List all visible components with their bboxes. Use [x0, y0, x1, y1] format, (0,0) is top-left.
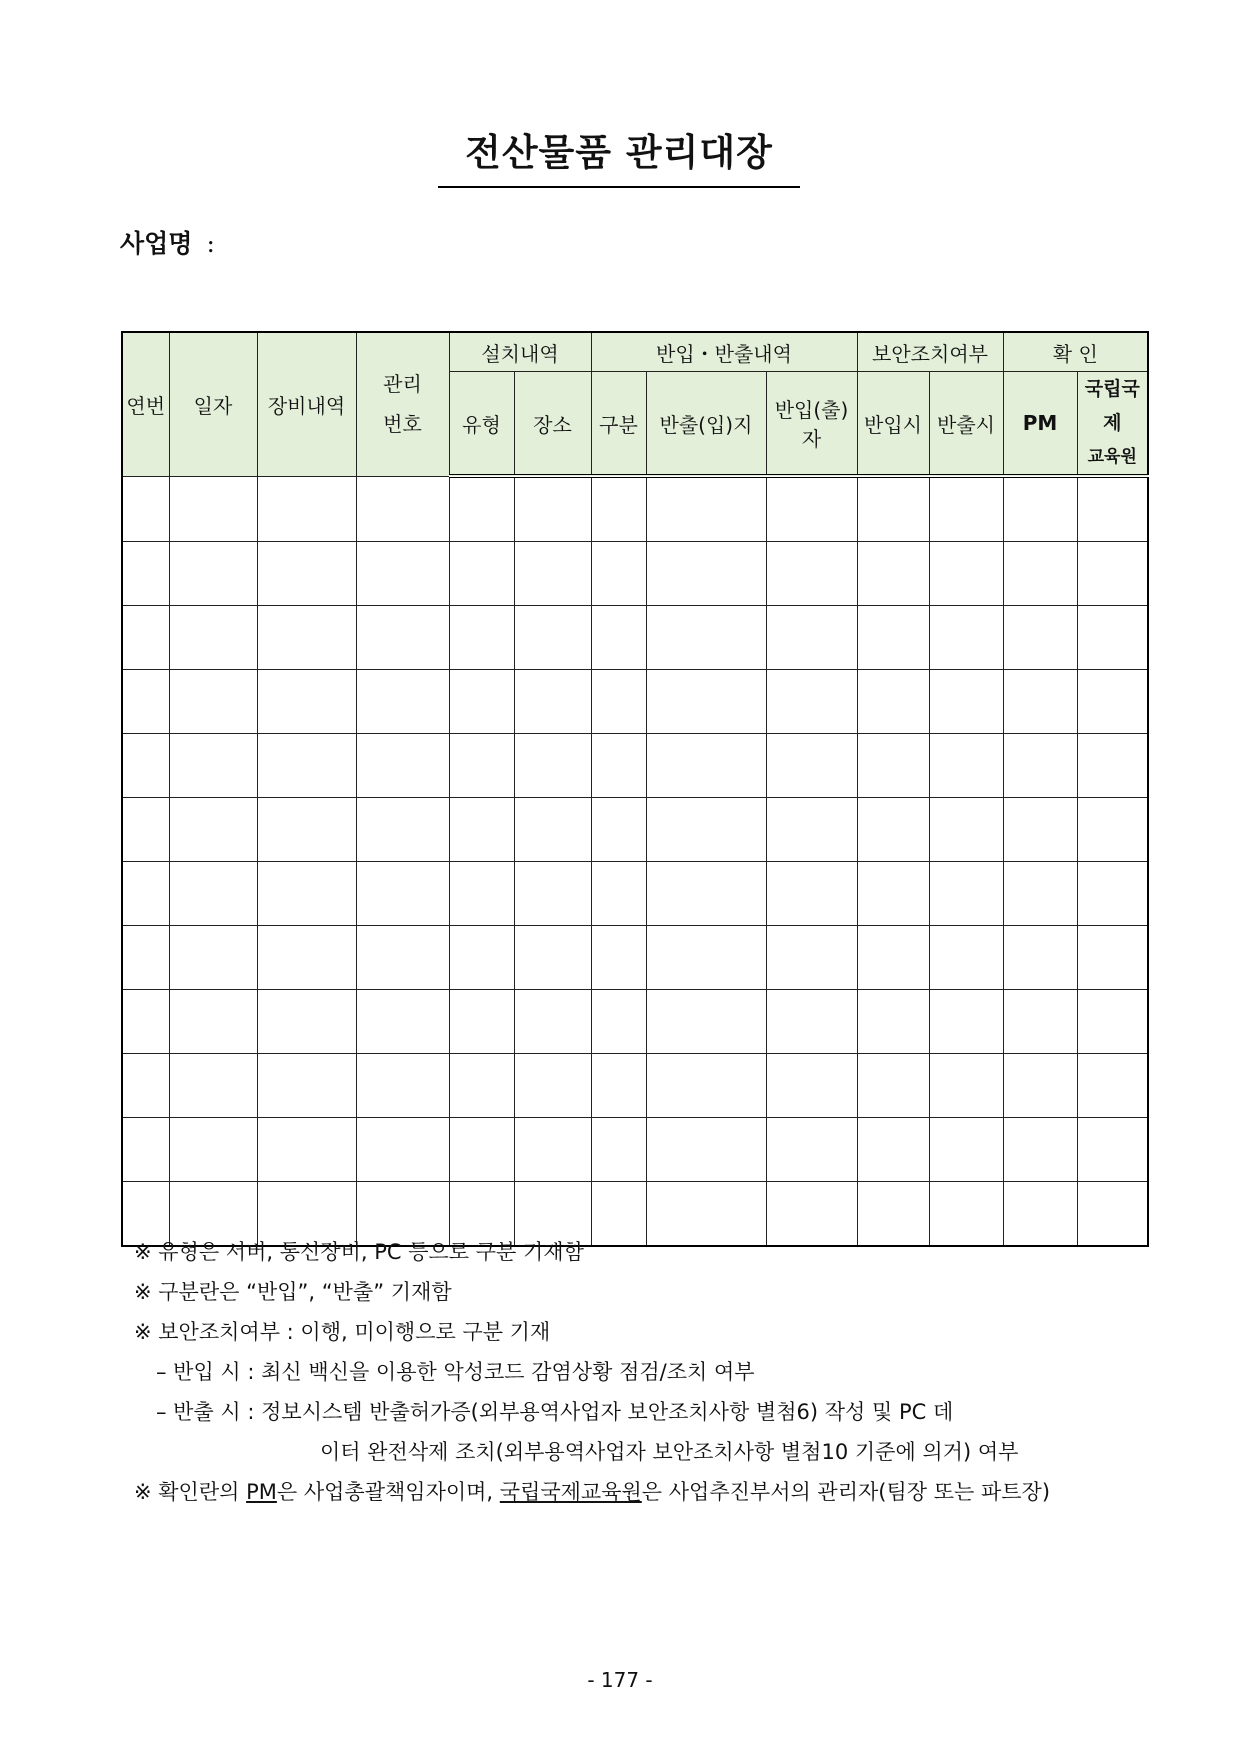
- table-cell[interactable]: [857, 606, 929, 670]
- table-cell[interactable]: [591, 734, 646, 798]
- table-cell[interactable]: [356, 798, 449, 862]
- table-row: [122, 1118, 1148, 1182]
- table-cell[interactable]: [646, 542, 766, 606]
- table-cell[interactable]: [356, 542, 449, 606]
- table-row: [122, 798, 1148, 862]
- table-cell[interactable]: [766, 1054, 857, 1118]
- table-cell[interactable]: [929, 476, 1003, 542]
- header-security-in: 반입시: [857, 372, 929, 477]
- table-cell[interactable]: [1003, 1054, 1077, 1118]
- table-cell[interactable]: [356, 862, 449, 926]
- equipment-register-table: [121, 331, 1149, 1247]
- table-cell[interactable]: [449, 798, 514, 862]
- table-cell[interactable]: [514, 862, 591, 926]
- table-cell[interactable]: [122, 1054, 169, 1118]
- note-confirm-b: 은 사업총괄책임자이며,: [276, 1480, 500, 1504]
- table-cell[interactable]: [929, 670, 1003, 734]
- table-cell[interactable]: [766, 476, 857, 542]
- table-cell[interactable]: [356, 926, 449, 990]
- table-cell[interactable]: [169, 670, 257, 734]
- table-cell[interactable]: [122, 798, 169, 862]
- table-cell[interactable]: [449, 542, 514, 606]
- table-cell[interactable]: [591, 670, 646, 734]
- table-cell[interactable]: [929, 1054, 1003, 1118]
- table-cell[interactable]: [449, 1118, 514, 1182]
- table-cell[interactable]: [257, 542, 356, 606]
- table-cell[interactable]: [1003, 476, 1077, 542]
- table-cell[interactable]: [1077, 926, 1148, 990]
- table-cell[interactable]: [169, 606, 257, 670]
- table-cell[interactable]: [449, 1054, 514, 1118]
- table-cell[interactable]: [122, 542, 169, 606]
- header-confirm-group: 확 인: [1003, 332, 1148, 372]
- table-cell[interactable]: [514, 734, 591, 798]
- table-cell[interactable]: [257, 1118, 356, 1182]
- table-cell[interactable]: [1003, 990, 1077, 1054]
- table-cell[interactable]: [591, 798, 646, 862]
- header-mgmt-no: [356, 332, 449, 476]
- header-mgmt-no-line1: 관리: [383, 372, 422, 397]
- table-cell[interactable]: [356, 606, 449, 670]
- table-cell[interactable]: [514, 542, 591, 606]
- table-cell[interactable]: [356, 1118, 449, 1182]
- page-number: - 177 -: [587, 1668, 653, 1692]
- header-security-group: 보안조치여부: [857, 332, 1003, 372]
- table-cell[interactable]: [857, 862, 929, 926]
- table-cell[interactable]: [591, 1118, 646, 1182]
- table-cell[interactable]: [1077, 1182, 1148, 1247]
- table-cell[interactable]: [591, 606, 646, 670]
- table-cell[interactable]: [766, 798, 857, 862]
- table-cell[interactable]: [1077, 1054, 1148, 1118]
- table-cell[interactable]: [766, 990, 857, 1054]
- table-cell[interactable]: [766, 734, 857, 798]
- page-title: 전산물품 관리대장: [438, 122, 800, 188]
- table-cell[interactable]: [929, 542, 1003, 606]
- table-cell[interactable]: [857, 542, 929, 606]
- table-cell[interactable]: [122, 862, 169, 926]
- table-cell[interactable]: [122, 476, 169, 542]
- table-cell[interactable]: [646, 798, 766, 862]
- header-confirm-pm: PM: [1003, 372, 1077, 477]
- table-cell[interactable]: [1077, 670, 1148, 734]
- table-cell[interactable]: [257, 734, 356, 798]
- table-cell[interactable]: [591, 990, 646, 1054]
- table-cell[interactable]: [449, 476, 514, 542]
- table-cell[interactable]: [857, 926, 929, 990]
- table-cell[interactable]: [929, 734, 1003, 798]
- header-io-group: 반입・반출내역: [591, 332, 857, 372]
- table-cell[interactable]: [1003, 542, 1077, 606]
- table-cell[interactable]: [766, 1118, 857, 1182]
- table-cell[interactable]: [514, 606, 591, 670]
- table-cell[interactable]: [356, 990, 449, 1054]
- table-cell[interactable]: [449, 670, 514, 734]
- project-name-field: [120, 224, 215, 260]
- table-cell[interactable]: [169, 798, 257, 862]
- table-cell[interactable]: [1003, 798, 1077, 862]
- table-cell[interactable]: [591, 542, 646, 606]
- header-confirm-niied-line2: 교육원: [1087, 447, 1137, 467]
- project-label: 사업명: [120, 229, 193, 258]
- table-cell[interactable]: [514, 798, 591, 862]
- note-confirm-c: 은 사업추진부서의 관리자(팀장 또는 파트장): [641, 1480, 1051, 1504]
- table-cell[interactable]: [257, 670, 356, 734]
- table-cell[interactable]: [1003, 606, 1077, 670]
- header-io-person: 반입(출)자: [766, 372, 857, 477]
- table-cell[interactable]: [122, 734, 169, 798]
- table-cell[interactable]: [646, 1118, 766, 1182]
- table-cell[interactable]: [122, 1118, 169, 1182]
- note-security: ※ 보안조치여부 : 이행, 미이행으로 구분 기재: [134, 1320, 551, 1344]
- table-cell[interactable]: [646, 926, 766, 990]
- table-cell[interactable]: [514, 476, 591, 542]
- table-cell[interactable]: [646, 1054, 766, 1118]
- table-cell[interactable]: [857, 1054, 929, 1118]
- table-cell[interactable]: [766, 926, 857, 990]
- table-cell[interactable]: [514, 1054, 591, 1118]
- table-cell[interactable]: [1003, 862, 1077, 926]
- table-cell[interactable]: [857, 798, 929, 862]
- note-security-out-cont: 이터 완전삭제 조치(외부용역사업자 보안조치사항 별첨10 기준에 의거) 여부: [320, 1440, 1019, 1464]
- table-cell[interactable]: [646, 990, 766, 1054]
- table-cell[interactable]: [929, 798, 1003, 862]
- table-cell[interactable]: [356, 670, 449, 734]
- table-cell[interactable]: [929, 862, 1003, 926]
- table-cell[interactable]: [591, 476, 646, 542]
- note-confirm-a: ※ 확인란의: [134, 1480, 247, 1504]
- table-cell[interactable]: [646, 862, 766, 926]
- table-cell[interactable]: [169, 542, 257, 606]
- notes: [134, 1232, 1050, 1512]
- header-install-place: 장소: [514, 372, 591, 477]
- table-cell[interactable]: [929, 990, 1003, 1054]
- table-cell[interactable]: [1003, 1118, 1077, 1182]
- table-cell[interactable]: [514, 670, 591, 734]
- header-equipment: 장비내역: [257, 332, 356, 476]
- table-cell[interactable]: [356, 476, 449, 542]
- note-security-out: – 반출 시 : 정보시스템 반출허가증(외부용역사업자 보안조치사항 별첨6) 작성 및 PC 데: [156, 1400, 954, 1424]
- table-body: [122, 476, 1148, 1246]
- table-cell[interactable]: [122, 990, 169, 1054]
- table-cell[interactable]: [257, 990, 356, 1054]
- table-cell[interactable]: [169, 862, 257, 926]
- table-cell[interactable]: [929, 606, 1003, 670]
- table-cell[interactable]: [257, 926, 356, 990]
- table-cell[interactable]: [257, 1054, 356, 1118]
- header-install-type: 유형: [449, 372, 514, 477]
- table-cell[interactable]: [1077, 734, 1148, 798]
- table-cell[interactable]: [1077, 862, 1148, 926]
- table-cell[interactable]: [591, 862, 646, 926]
- table-cell[interactable]: [1077, 1118, 1148, 1182]
- table-row: [122, 926, 1148, 990]
- table-cell[interactable]: [766, 542, 857, 606]
- table-cell[interactable]: [169, 734, 257, 798]
- project-colon: :: [206, 229, 215, 258]
- table-cell[interactable]: [1077, 476, 1148, 542]
- table-row: [122, 1054, 1148, 1118]
- table-cell[interactable]: [766, 606, 857, 670]
- table-cell[interactable]: [1077, 542, 1148, 606]
- table-cell[interactable]: [1003, 926, 1077, 990]
- table-cell[interactable]: [169, 476, 257, 542]
- table-cell[interactable]: [169, 990, 257, 1054]
- table-cell[interactable]: [929, 1118, 1003, 1182]
- table-cell[interactable]: [122, 926, 169, 990]
- table-cell[interactable]: [122, 670, 169, 734]
- header-io-dest: 반출(입)지: [646, 372, 766, 477]
- table-row: [122, 734, 1148, 798]
- header-security-out: 반출시: [929, 372, 1003, 477]
- table-cell[interactable]: [646, 734, 766, 798]
- table-row: [122, 542, 1148, 606]
- header-mgmt-no-line2: 번호: [383, 412, 422, 437]
- header-install-group: 설치내역: [449, 332, 591, 372]
- table-cell[interactable]: [122, 606, 169, 670]
- table-cell[interactable]: [929, 926, 1003, 990]
- table-cell[interactable]: [857, 670, 929, 734]
- table-cell[interactable]: [356, 1054, 449, 1118]
- note-confirm-pm: PM: [246, 1480, 277, 1504]
- table-cell[interactable]: [1077, 990, 1148, 1054]
- table-row: [122, 670, 1148, 734]
- header-date: 일자: [169, 332, 257, 476]
- table-cell[interactable]: [1003, 670, 1077, 734]
- table-cell[interactable]: [169, 1118, 257, 1182]
- table-cell[interactable]: [169, 1054, 257, 1118]
- note-confirm: [134, 1472, 1050, 1512]
- table-cell[interactable]: [857, 1118, 929, 1182]
- table-row: [122, 606, 1148, 670]
- table-cell[interactable]: [257, 862, 356, 926]
- table-cell[interactable]: [857, 990, 929, 1054]
- table-cell[interactable]: [766, 670, 857, 734]
- table-cell[interactable]: [591, 926, 646, 990]
- table-cell[interactable]: [857, 734, 929, 798]
- table-row: [122, 862, 1148, 926]
- table-cell[interactable]: [514, 990, 591, 1054]
- table-cell[interactable]: [257, 606, 356, 670]
- note-type: ※ 유형은 서버, 통신장비, PC 등으로 구분 기재함: [134, 1240, 584, 1264]
- table-cell[interactable]: [514, 1118, 591, 1182]
- note-security-in: – 반입 시 : 최신 백신을 이용한 악성코드 감염상황 점검/조치 여부: [156, 1360, 755, 1384]
- table-cell[interactable]: [857, 476, 929, 542]
- table-cell[interactable]: [646, 606, 766, 670]
- table-cell[interactable]: [766, 862, 857, 926]
- table-cell[interactable]: [1077, 798, 1148, 862]
- table-cell[interactable]: [449, 734, 514, 798]
- table-cell[interactable]: [257, 798, 356, 862]
- table-cell[interactable]: [257, 476, 356, 542]
- header-no: 연번: [122, 332, 169, 476]
- header-confirm-niied: [1077, 372, 1148, 477]
- table-cell[interactable]: [1003, 734, 1077, 798]
- note-confirm-niied: 국립국제교육원: [499, 1480, 642, 1504]
- table-cell[interactable]: [1077, 606, 1148, 670]
- table-row: [122, 476, 1148, 542]
- table-cell[interactable]: [449, 862, 514, 926]
- table-cell[interactable]: [449, 990, 514, 1054]
- header-io-kind: 구분: [591, 372, 646, 477]
- table-cell[interactable]: [169, 926, 257, 990]
- table-cell[interactable]: [514, 926, 591, 990]
- header-confirm-niied-line1: 국립국제: [1084, 378, 1140, 434]
- table-cell[interactable]: [449, 606, 514, 670]
- note-kind: ※ 구분란은 “반입”, “반출” 기재함: [134, 1280, 452, 1304]
- table-cell[interactable]: [356, 734, 449, 798]
- table-cell[interactable]: [591, 1054, 646, 1118]
- table-cell[interactable]: [646, 670, 766, 734]
- table-row: [122, 990, 1148, 1054]
- table-cell[interactable]: [449, 926, 514, 990]
- table-cell[interactable]: [646, 476, 766, 542]
